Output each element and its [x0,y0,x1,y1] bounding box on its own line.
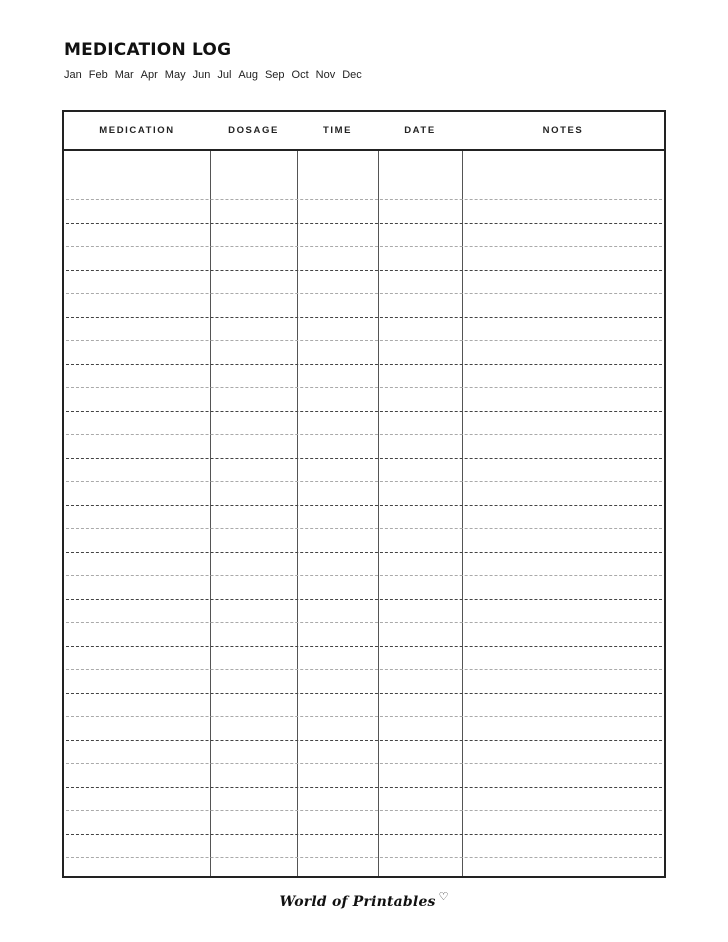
heart-outline-icon: ♡ [438,890,449,903]
row-guide-line [66,810,662,811]
month-label[interactable]: Mar [114,69,134,81]
row-guide-line [66,599,662,600]
row-guide-line [66,716,662,717]
month-label[interactable]: Sep [264,69,285,81]
row-guide-line [66,223,662,224]
row-guide-line [66,763,662,764]
row-guide-line [66,646,662,647]
column-divider [378,151,379,876]
row-guide-line [66,458,662,459]
medication-log-table [62,110,666,878]
column-divider [210,151,211,876]
month-label[interactable]: Jan [64,69,82,81]
row-guide-line [66,317,662,318]
month-label[interactable]: Oct [291,69,309,81]
page-title: MEDICATION LOG [64,40,232,60]
column-header-medication: MEDICATION [99,125,175,136]
row-guide-line [66,834,662,835]
row-guide-line [66,270,662,271]
column-header-time: TIME [322,125,353,136]
column-divider [462,151,463,876]
row-guide-line [66,293,662,294]
month-label[interactable]: Jul [217,69,232,81]
row-guide-line [66,740,662,741]
row-guide-line [66,622,662,623]
column-header-date: DATE [404,125,436,136]
column-divider [297,151,298,876]
row-guide-line [66,411,662,412]
month-label[interactable]: Nov [315,69,336,81]
month-label[interactable]: May [164,69,186,81]
brand-footer [0,890,728,910]
month-label[interactable]: Dec [342,69,362,81]
row-guide-line [66,340,662,341]
month-label[interactable]: Apr [140,69,158,81]
month-label[interactable]: Feb [88,69,108,81]
row-guide-line [66,387,662,388]
row-guide-line [66,787,662,788]
column-header-dosage: DOSAGE [228,125,279,136]
row-guide-line [66,575,662,576]
row-guide-line [66,552,662,553]
row-guide-line [66,505,662,506]
row-guide-line [66,528,662,529]
row-guide-line [66,669,662,670]
row-guide-line [66,199,662,200]
row-guide-line [66,693,662,694]
row-guide-line [66,246,662,247]
table-header [64,112,664,151]
row-guide-line [66,364,662,365]
month-list [64,69,369,81]
month-label[interactable]: Aug [238,69,258,81]
brand-logo-text: World of Printables [279,894,436,910]
month-label[interactable]: Jun [192,69,211,81]
row-guide-line [66,434,662,435]
column-header-notes: NOTES [542,125,584,136]
row-guide-line [66,857,662,858]
row-guide-line [66,481,662,482]
